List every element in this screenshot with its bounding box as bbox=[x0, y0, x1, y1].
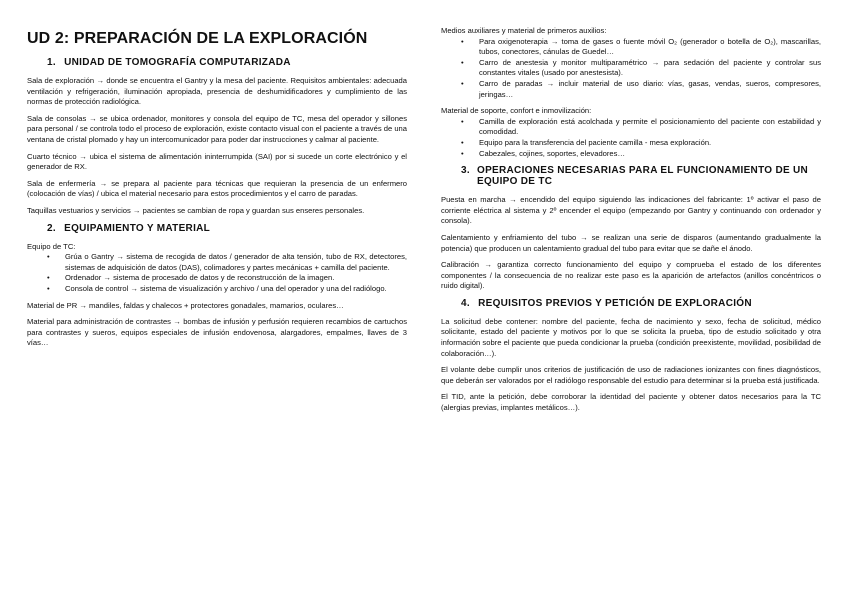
section-title: UNIDAD DE TOMOGRAFÍA COMPUTARIZADA bbox=[64, 57, 291, 68]
bullet-icon: • bbox=[461, 57, 464, 67]
paragraph-puesta-en-marcha: Puesta en marcha → encendido del equipo siguiendo las indicaciones del fabricante: 1º activar el paso de corriente eléctrica al sistema y 2º encender el equipo (empezando por Gantry y continuando con ordenador y consola). bbox=[441, 195, 821, 226]
section-4-heading bbox=[461, 298, 821, 309]
section-3-heading bbox=[461, 165, 821, 187]
soporte-lead: Material de soporte, confort e inmovilización: bbox=[441, 106, 592, 116]
paragraph-calentamiento: Calentamiento y enfriamiento del tubo → se realizan una serie de disparos (aumentando gradualmente la potencia) que producen un calentamiento gradual del tubo para evitar que se dañe el ánodo. bbox=[441, 232, 821, 253]
list-item: • Equipo para la transferencia del paciente camilla - mesa exploración. bbox=[461, 137, 712, 147]
bullet-icon: • bbox=[461, 78, 464, 88]
section-1-heading bbox=[47, 57, 407, 68]
list-item: • Cabezales, cojines, soportes, elevadores… bbox=[461, 148, 626, 158]
bullet-icon: • bbox=[47, 252, 50, 262]
list-item: • Grúa o Gantry → sistema de recogida de datos / generador de alta tensión, tubo de RX, detectores, sistemas de adquisición de datos (DAS), colimadores y partes mecánicas + camilla del paciente. bbox=[47, 252, 407, 272]
bullet-icon: • bbox=[461, 148, 464, 158]
paragraph-sala-exploracion: Sala de exploración → donde se encuentra el Gantry y la mesa del paciente. Requisitos ambientales: adecuada ventilación y refrigeración, iluminación apropiada, presencia de deshumidificadores y cumplimiento de las normas de protección radiológica. bbox=[27, 76, 407, 107]
section-title: EQUIPAMIENTO Y MATERIAL bbox=[64, 222, 211, 234]
list-item: • Carro de paradas → incluir material de uso diario: vías, gasas, vendas, sueros, compresores, jeringas… bbox=[461, 78, 821, 99]
bullet-icon: • bbox=[47, 273, 50, 283]
section-title: OPERACIONES NECESARIAS PARA EL FUNCIONAMIENTO DE UN EQUIPO DE TC bbox=[477, 165, 809, 188]
section-number: 2. bbox=[47, 222, 56, 234]
list-item: • Carro de anestesia y monitor multiparamétrico → para sedación del paciente y controlar sus constantes vitales (usado por anestesista). bbox=[461, 57, 821, 78]
bullet-icon: • bbox=[461, 36, 464, 46]
section-2-heading bbox=[47, 223, 407, 234]
paragraph-material-pr: Material de PR → mandiles, faldas y chalecos + protectores gonadales, mamarios, oculares… bbox=[27, 300, 344, 310]
paragraph-sala-consolas: Sala de consolas → se ubica ordenador, monitores y consola del equipo de TC, mesa del operador y sillones para personal / se controla todo el proceso de exploración, existe contacto visual con el paciente a través de una ventana de cristal plomado y hay un intercomunicador para poder dar instrucciones y calmar al paciente. bbox=[27, 113, 407, 144]
paragraph-cuarto-tecnico: Cuarto técnico → ubica el sistema de alimentación ininterrumpida (SAI) por si sucede un corte electrónico y el generador de RX. bbox=[27, 151, 407, 172]
paragraph-taquillas: Taquillas vestuarios y servicios → pacientes se cambian de ropa y guardan sus enseres personales. bbox=[27, 205, 365, 215]
section-number: 3. bbox=[461, 165, 470, 177]
paragraph-tid: El TID, ante la petición, debe corroborar la identidad del paciente y obtener datos necesarios para la TC (alergias previas, implantes metálicos…). bbox=[441, 392, 821, 413]
paragraph-material-contrastes: Material para administración de contrastes → bombas de infusión y perfusión requieren recambios de cartuchos para contrastes y sueros, equipos especiales de infusión endovenosa, alargadores, empalmes, llaves de 3 vías… bbox=[27, 317, 407, 348]
section-number: 4. bbox=[461, 297, 470, 309]
equipo-lead: Equipo de TC: bbox=[27, 241, 76, 251]
aux-list bbox=[441, 37, 821, 101]
paragraph-sala-enfermeria: Sala de enfermería → se prepara al paciente para técnicas que requieran la presencia de un enfermero (colocación de vías) / ubica el material necesario para estos procedimientos y el carro de paradas. bbox=[27, 178, 407, 199]
list-item: • Camilla de exploración está acolchada y permite el posicionamiento del paciente con estabilidad y comodidad. bbox=[461, 116, 821, 137]
bullet-icon: • bbox=[47, 283, 50, 293]
right-column bbox=[441, 26, 821, 420]
list-item: • Para oxigenoterapia → toma de gases o fuente móvil O₂ (generador o botella de O₂), mascarillas, tubos, conectores, cánulas de Guedel… bbox=[461, 36, 821, 57]
bullet-icon: • bbox=[461, 116, 464, 126]
paragraph-calibracion: Calibración → garantiza correcto funcionamiento del equipo y comprueba el estado de los diferentes componentes / la consecuencia de no realizar este paso es la aparición de artefactos (anillos concéntricos o ruido digital). bbox=[441, 260, 821, 291]
section-title: REQUISITOS PREVIOS Y PETICIÓN DE EXPLORACIÓN bbox=[478, 297, 752, 309]
paragraph-solicitud: La solicitud debe contener: nombre del paciente, fecha de nacimiento y sexo, fecha de solicitud, médico solicitante, estado del paciente y motivos por lo que se solicita la prueba, tipo de estudio solicitado y otra información sobre el paciente que pueda condicionar la prueba (condición preexistente, movilidad, posibilidad de colaboración…). bbox=[441, 316, 821, 358]
aux-lead: Medios auxiliares y material de primeros auxilios: bbox=[441, 26, 607, 35]
list-item: • Consola de control → sistema de visualización y archivo / una del operador y una del radiólogo. bbox=[47, 283, 387, 293]
document-title: UD 2: PREPARACIÓN DE LA EXPLORACIÓN bbox=[27, 30, 368, 47]
section-number: 1. bbox=[47, 57, 56, 68]
soporte-list bbox=[441, 117, 821, 159]
left-column bbox=[27, 26, 407, 355]
bullet-icon: • bbox=[461, 137, 464, 147]
paragraph-volante: El volante debe cumplir unos criterios de justificación de uso de radiaciones ionizantes con fines diagnósticos, que deberán ser valorados por el radiólogo responsable del estudio para determinar si la prueba está justificada. bbox=[441, 365, 821, 385]
equipo-list bbox=[27, 252, 407, 294]
list-item: • Ordenador → sistema de procesado de datos y de reconstrucción de la imagen. bbox=[47, 273, 335, 283]
